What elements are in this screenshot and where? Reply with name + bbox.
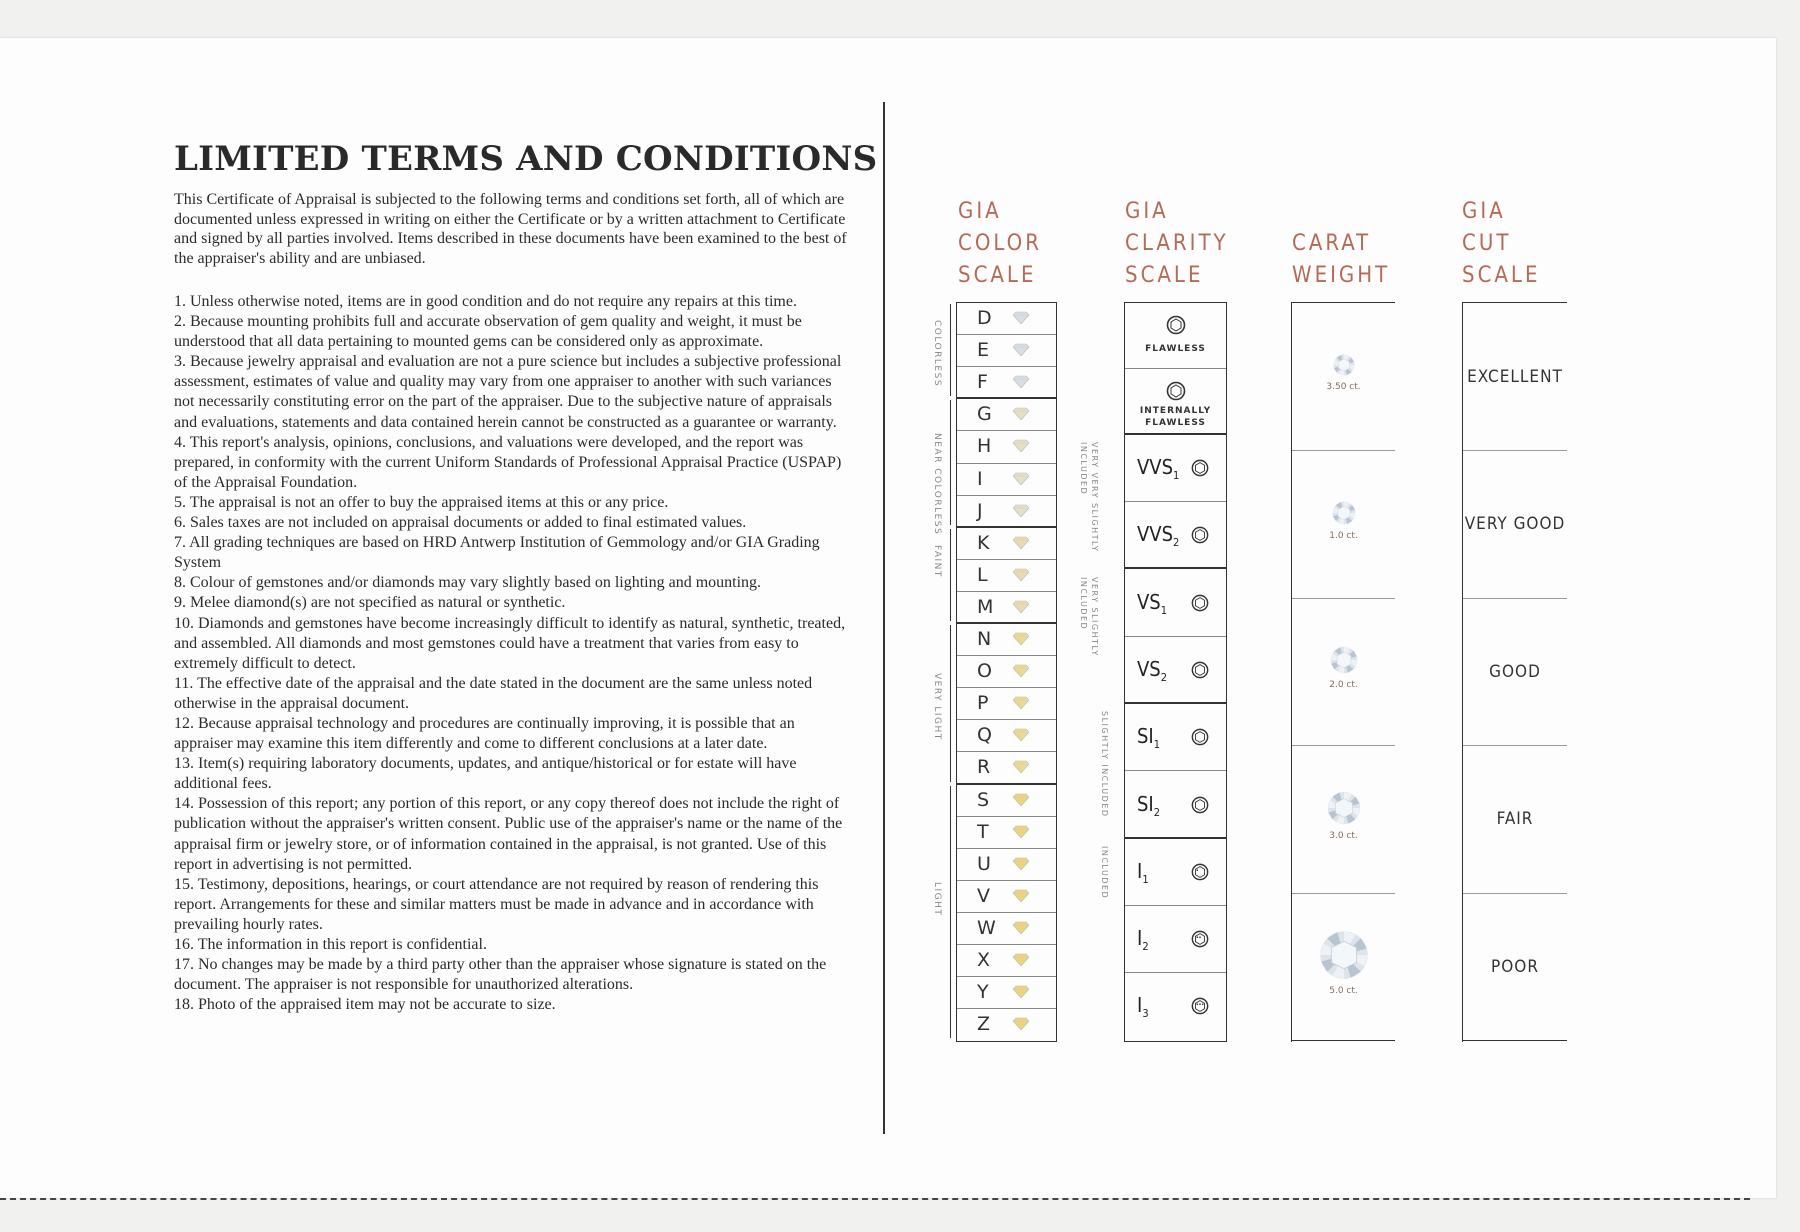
diamond-icon — [1013, 632, 1029, 645]
term-item: 16. The information in this report is confidential. — [174, 936, 487, 953]
clarity-diamond-icon — [1166, 315, 1186, 335]
clarity-grade-label — [1137, 724, 1160, 751]
color-grade-letter: G — [977, 403, 992, 426]
color-group-label: COLORLESS — [932, 320, 942, 388]
color-scale-heading: GIA COLOR SCALE — [958, 199, 1042, 288]
color-grade-row — [957, 817, 1056, 849]
clarity-grade-sub: 2 — [1142, 940, 1149, 954]
diamond-icon — [1013, 600, 1029, 613]
clarity-grade-label — [1137, 792, 1160, 819]
diamond-icon — [1013, 760, 1029, 773]
clarity-grade-label — [1137, 657, 1167, 684]
clarity-grade-label — [1137, 859, 1149, 886]
diamond-icon — [1013, 857, 1029, 870]
diamond-photo-icon — [1319, 930, 1369, 980]
clarity-group-label: VERY VERY SLIGHTLY INCLUDED — [1079, 442, 1099, 553]
color-grade-row — [957, 431, 1056, 463]
color-grade-letter: W — [977, 916, 996, 939]
color-grade-letter: N — [977, 628, 992, 650]
term-item: 1. Unless otherwise noted, items are in good condition and do not require any repairs at this time. — [174, 293, 797, 310]
clarity-grade-base: VS — [1137, 656, 1161, 681]
diamond-photo-icon — [1330, 646, 1358, 674]
diamond-photo-icon — [1332, 501, 1356, 525]
term-item: 18. Photo of the appraised item may not be accurate to size. — [174, 996, 556, 1014]
color-grade-letter: M — [977, 595, 994, 618]
term-item: 6. Sales taxes are not included on appraisal documents or added to final estimated values. — [174, 514, 747, 532]
color-grade-letter: Z — [977, 1013, 991, 1036]
intro-paragraph: This Certificate of Appraisal is subjected to the following terms and conditions set forth, all of which are documented unless expressed in writing on either the Certificate or by a written attachment to Certificate and signed by all parties involved. Items described in these documents have been examined to the best of the appraiser's ability and are unbiased. — [174, 191, 847, 267]
diamond-icon — [1013, 343, 1029, 356]
color-grade-row — [957, 945, 1056, 977]
color-grade-letter: K — [977, 531, 990, 554]
diamond-icon — [1013, 953, 1029, 966]
cut-grade-row — [1463, 746, 1567, 894]
diamond-icon — [1013, 504, 1029, 517]
term-item: 8. Colour of gemstones and/or diamonds may vary slightly based on lighting and mounting. — [174, 574, 762, 592]
carat-weight-label: 3.0 ct. — [1329, 830, 1358, 841]
color-group-label: LIGHT — [932, 881, 942, 917]
clarity-grade-sub: 2 — [1153, 805, 1161, 819]
color-grade-letter: E — [977, 339, 990, 362]
color-grade-row — [957, 785, 1056, 817]
term-item: 15. Testimony, depositions, hearings, or court attendance are not required by reason of rendering this report. Arrangements for these and similar matters must be made in advance and in accordance with prevailing hourly rates. — [174, 875, 819, 933]
color-grade-letter: I — [977, 467, 983, 490]
term-item: 17. No changes may be made by a third party other than the appraiser whose signature is stated on the document. The appraiser is not responsible for unauthorized alterations. — [174, 956, 827, 994]
color-grade-row — [957, 464, 1056, 496]
clarity-grade-row — [1125, 839, 1226, 906]
clarity-top-row — [1125, 303, 1226, 369]
carat-weight-grid — [1291, 302, 1395, 1042]
diamond-icon — [1013, 1017, 1029, 1030]
color-group-bracket — [950, 625, 958, 782]
clarity-grade-row — [1125, 637, 1226, 704]
color-grade-row — [957, 656, 1056, 688]
clarity-grade-label — [1137, 926, 1149, 953]
color-grade-letter: F — [977, 371, 988, 394]
clarity-diamond-icon — [1191, 728, 1209, 746]
term-item: 5. The appraisal is not an offer to buy the appraised items at this or any price. — [174, 493, 669, 511]
cut-scale-grid — [1462, 302, 1567, 1042]
clarity-grade-base: VS — [1137, 589, 1161, 614]
color-grade-row — [957, 720, 1056, 752]
clarity-grade-label — [1137, 590, 1167, 617]
clarity-grade-base: SI — [1137, 724, 1154, 749]
carat-weight-label: 2.0 ct. — [1329, 680, 1358, 691]
term-item: 10. Diamonds and gemstones have become increasingly difficult to identify as natural, synthetic, treated, and assembled. All diamonds and most gemstones could have a treatment that varies from easy to extremely difficult to detect. — [174, 614, 846, 672]
term-item: 12. Because appraisal technology and procedures are continually improving, it is possible that an appraiser may examine this item differently and come to different conclusions at a later date. — [174, 714, 795, 753]
color-group-label: NEAR COLORLESS — [932, 432, 942, 535]
term-item: 9. Melee diamond(s) are not specified as natural or synthetic. — [174, 594, 566, 612]
clarity-diamond-icon — [1191, 997, 1209, 1015]
clarity-top-label: FLAWLESS — [1145, 344, 1206, 354]
diamond-icon — [1013, 375, 1029, 388]
clarity-top-row — [1125, 369, 1226, 435]
clarity-scale-grid — [1124, 302, 1227, 1042]
color-grade-letter: V — [977, 884, 990, 907]
clarity-grade-row — [1125, 704, 1226, 771]
diamond-icon — [1013, 472, 1029, 485]
diamond-photo-icon — [1333, 354, 1355, 376]
cut-grade-label: EXCELLENT — [1467, 366, 1563, 387]
diamond-icon — [1013, 439, 1029, 452]
color-group-label: VERY LIGHT — [932, 673, 942, 742]
term-item: 11. The effective date of the appraisal and the date stated in the document are the same unless noted otherwise in the appraisal document. — [174, 674, 813, 712]
color-grade-letter: S — [977, 788, 990, 811]
clarity-diamond-icon — [1191, 863, 1209, 881]
clarity-grade-sub: 1 — [1142, 872, 1149, 886]
clarity-grade-base: I — [1137, 993, 1143, 1018]
carat-weight-label: 5.0 ct. — [1329, 986, 1358, 997]
diamond-icon — [1013, 536, 1029, 549]
diamond-icon — [1013, 985, 1029, 998]
cut-grade-label: POOR — [1491, 956, 1539, 977]
clarity-group-label: INCLUDED — [1100, 845, 1109, 900]
color-grade-letter: O — [977, 660, 992, 683]
cut-grade-label: GOOD — [1489, 661, 1541, 682]
color-grade-letter: J — [977, 499, 983, 522]
clarity-grade-sub: 2 — [1160, 670, 1168, 684]
color-grade-letter: P — [977, 692, 989, 715]
perforation-line — [0, 1198, 1750, 1200]
carat-weight-label: 1.0 ct. — [1329, 530, 1358, 541]
clarity-group-label: SLIGHTLY INCLUDED — [1100, 711, 1109, 818]
diamond-icon — [1013, 407, 1029, 420]
color-grade-row — [957, 303, 1056, 335]
diamond-icon — [1013, 793, 1029, 806]
color-grade-letter: T — [977, 820, 989, 843]
carat-weight-row — [1292, 303, 1395, 451]
color-grade-row — [957, 752, 1056, 784]
cut-grade-row — [1463, 303, 1567, 451]
term-item: 3. Because jewelry appraisal and evaluation are not a pure science but includes a subjective professional assessment, estimates of value and quality may vary from one appraiser to another with such variances not necessarily constituting error on the part of the appraiser. Due to the subjective nature of appraisals and evaluations, statements and data contained herein cannot be constructed as a guarantee or warranty. — [174, 353, 842, 431]
carat-weight-row — [1292, 598, 1395, 746]
diamond-icon — [1013, 921, 1029, 934]
clarity-grade-row — [1125, 502, 1226, 569]
carat-weight-label: 3.50 ct. — [1326, 382, 1361, 392]
clarity-diamond-icon — [1191, 661, 1209, 679]
color-grade-row — [957, 913, 1056, 945]
clarity-grade-sub: 3 — [1142, 1007, 1149, 1021]
clarity-top-label: INTERNALLY FLAWLESS — [1139, 406, 1212, 428]
term-item: 13. Item(s) requiring laboratory documents, updates, and antique/historical or for estate will have additional fees. — [174, 755, 797, 793]
clarity-diamond-icon — [1191, 526, 1209, 544]
color-group-bracket — [950, 400, 958, 524]
clarity-diamond-icon — [1191, 594, 1209, 612]
clarity-grade-base: I — [1137, 926, 1143, 951]
term-item: 14. Possession of this report; any portion of this report, or any copy thereof does not include the right of publication without the appraiser's written consent. Public use of the appraiser's name or the name of the appraisal firm or jewelry store, or of information contained in the appraisal, is not granted. Use of this report in advertising is not permitted. — [174, 795, 843, 873]
carat-weight-row — [1292, 746, 1395, 894]
clarity-grade-base: VVS — [1137, 522, 1174, 547]
clarity-grade-row — [1125, 435, 1226, 502]
color-group-bracket — [950, 786, 958, 1039]
cut-scale-heading: GIA CUT SCALE — [1462, 199, 1541, 288]
clarity-grade-label — [1137, 455, 1179, 482]
color-grade-letter: X — [977, 949, 991, 971]
clarity-grade-base: VVS — [1137, 455, 1174, 479]
clarity-grade-row — [1125, 906, 1226, 973]
clarity-grade-sub: 1 — [1160, 603, 1168, 617]
diamond-icon — [1013, 311, 1029, 324]
carat-weight-heading: CARAT WEIGHT — [1292, 231, 1391, 288]
clarity-grade-row — [1125, 772, 1226, 839]
color-group-bracket — [950, 529, 958, 621]
color-grade-letter: D — [977, 307, 992, 329]
clarity-grade-row — [1125, 570, 1226, 637]
clarity-scale-heading: GIA CLARITY SCALE — [1125, 199, 1229, 288]
color-grade-row — [957, 335, 1056, 367]
color-grade-row — [957, 1009, 1056, 1041]
clarity-diamond-icon — [1191, 459, 1209, 477]
diamond-icon — [1013, 664, 1029, 677]
color-grade-row — [957, 399, 1056, 431]
color-grade-letter: U — [977, 852, 991, 875]
color-grade-letter: H — [977, 435, 992, 458]
color-grade-letter: L — [977, 563, 988, 586]
color-grade-letter: Q — [977, 724, 992, 747]
color-group-label: FAINT — [932, 544, 942, 578]
diamond-icon — [1013, 696, 1029, 709]
color-grade-row — [957, 560, 1056, 592]
clarity-diamond-icon — [1166, 381, 1186, 401]
color-grade-row — [957, 496, 1056, 528]
color-grade-letter: R — [977, 756, 991, 779]
diamond-photo-icon — [1327, 791, 1361, 825]
color-grade-letter: Y — [977, 981, 989, 1004]
cut-grade-row — [1463, 451, 1567, 599]
color-group-bracket — [950, 304, 958, 396]
color-grade-row — [957, 592, 1056, 624]
color-grade-row — [957, 881, 1056, 913]
cut-grade-label: FAIR — [1496, 809, 1534, 830]
cut-grade-label: VERY GOOD — [1464, 514, 1566, 535]
term-item: 7. All grading techniques are based on HRD Antwerp Institution of Gemmology and/or GIA Grading System — [174, 534, 820, 572]
color-grade-row — [957, 367, 1056, 399]
clarity-grade-label — [1137, 522, 1179, 549]
clarity-grade-sub: 1 — [1173, 469, 1180, 482]
clarity-diamond-icon — [1191, 796, 1209, 814]
diamond-icon — [1013, 889, 1029, 902]
clarity-grade-sub: 2 — [1173, 536, 1180, 550]
terms-list — [174, 292, 854, 1015]
clarity-grade-sub: 1 — [1153, 738, 1161, 752]
carat-weight-row — [1292, 451, 1395, 599]
color-grade-row — [957, 624, 1056, 656]
color-grade-row — [957, 528, 1056, 560]
clarity-group-label: VERY SLIGHTLY INCLUDED — [1079, 576, 1099, 657]
clarity-grade-base: I — [1137, 858, 1143, 883]
color-scale-grid — [956, 302, 1057, 1042]
cut-grade-row — [1463, 893, 1567, 1041]
diamond-icon — [1013, 728, 1029, 741]
column-divider — [883, 102, 885, 1134]
clarity-diamond-icon — [1191, 930, 1209, 948]
clarity-grade-row — [1125, 973, 1226, 1040]
color-grade-row — [957, 849, 1056, 881]
clarity-grade-label — [1137, 993, 1149, 1020]
page-title: LIMITED TERMS AND CONDITIONS — [174, 138, 878, 179]
color-grade-row — [957, 688, 1056, 720]
term-item: 2. Because mounting prohibits full and accurate observation of gem quality and weight, it must be understood that all data pertaining to mounted gems can be considered only as approximate. — [174, 313, 802, 351]
color-grade-row — [957, 977, 1056, 1009]
diamond-icon — [1013, 568, 1029, 581]
term-item: 4. This report's analysis, opinions, conclusions, and valuations were developed, and the report was prepared, in conformity with the current Uniform Standards of Professional Appraisal Practice (USPAP) of the Appraisal Foundation. — [174, 433, 842, 491]
diamond-icon — [1013, 825, 1029, 838]
carat-weight-row — [1292, 893, 1395, 1041]
cut-grade-row — [1463, 598, 1567, 746]
clarity-grade-base: SI — [1137, 791, 1154, 816]
